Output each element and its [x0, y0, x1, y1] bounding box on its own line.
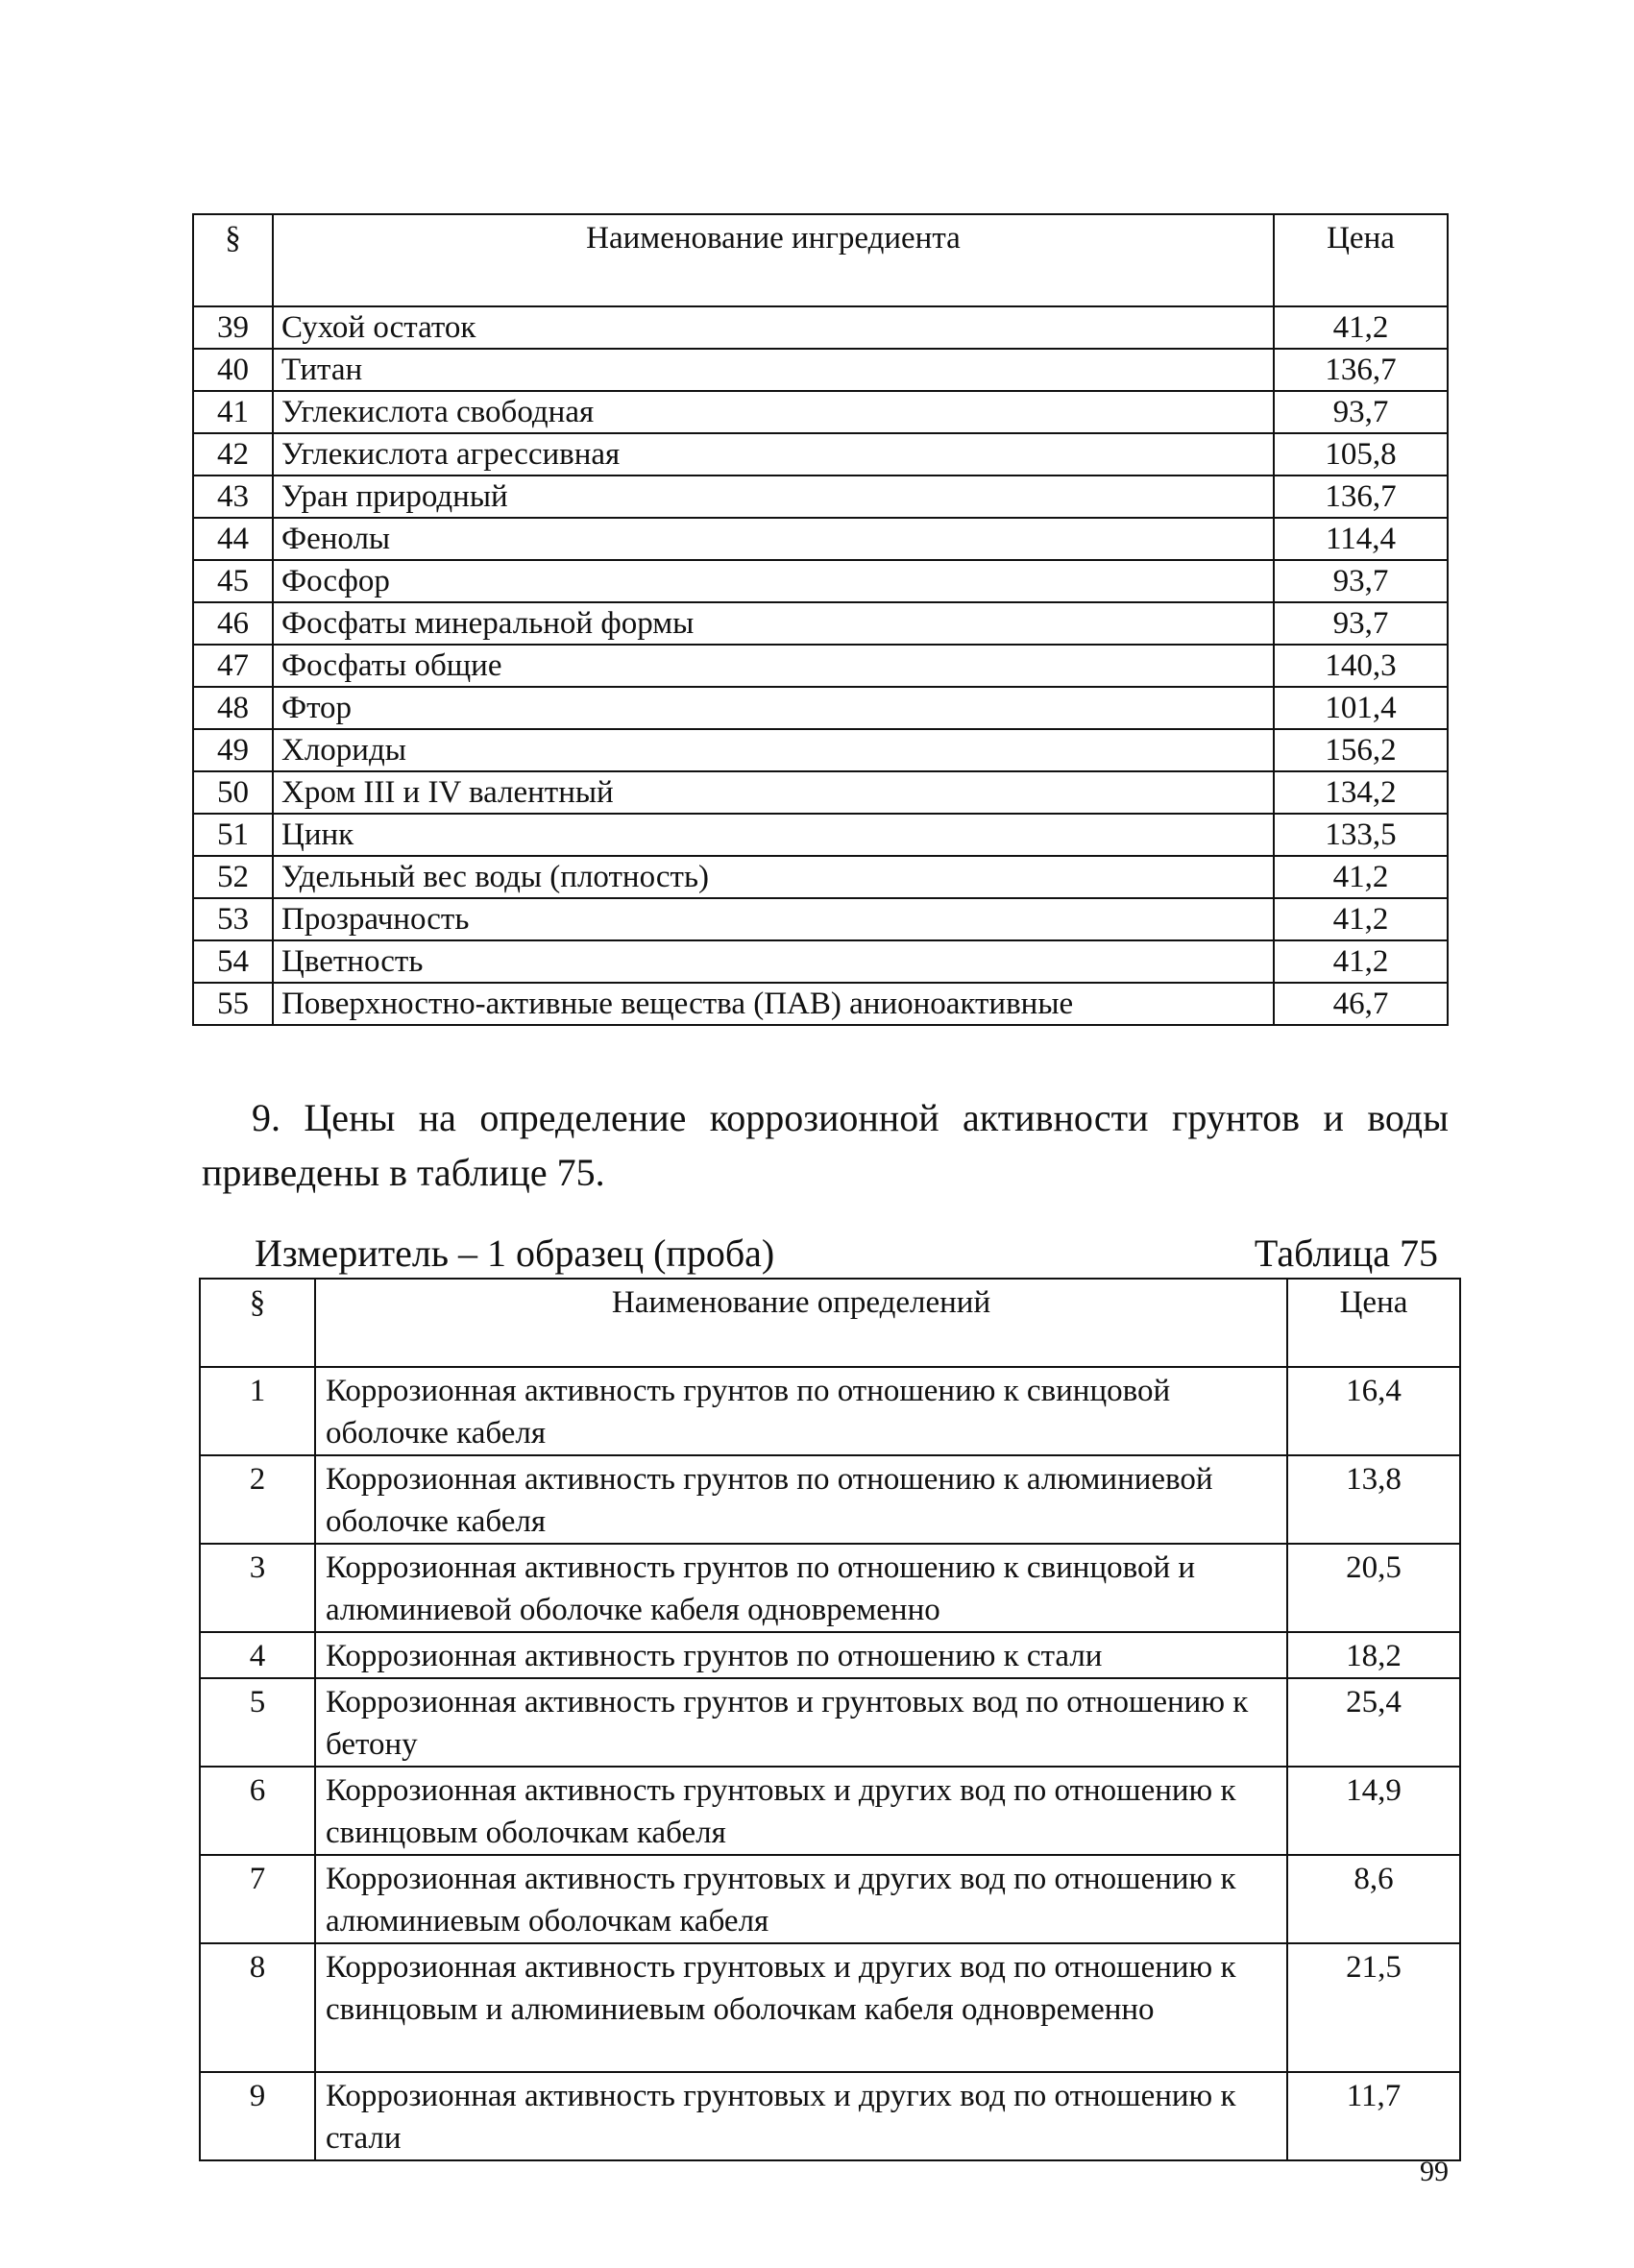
row-price: 93,7 [1274, 391, 1448, 433]
row-name: Уран природный [273, 476, 1274, 518]
row-name: Фтор [273, 687, 1274, 729]
row-name: Цветность [273, 940, 1274, 983]
table-row [200, 1855, 1460, 1943]
table-row [193, 856, 1448, 898]
row-name: Углекислота агрессивная [273, 433, 1274, 476]
table-row [200, 1767, 1460, 1855]
row-price: 140,3 [1274, 645, 1448, 687]
row-price: 41,2 [1274, 306, 1448, 349]
table-row [193, 306, 1448, 349]
row-name: Фосфаты общие [273, 645, 1274, 687]
row-number: 52 [193, 856, 273, 898]
row-name: Коррозионная активность грунтовых и других вод по отношению к свинцовым оболочкам кабеля [315, 1767, 1287, 1855]
row-name: Цинк [273, 814, 1274, 856]
table-row [200, 1455, 1460, 1544]
table-number-label: Таблица 75 [1254, 1232, 1438, 1275]
table-row [193, 476, 1448, 518]
table-row [193, 391, 1448, 433]
table-row [193, 687, 1448, 729]
table-row [193, 729, 1448, 771]
row-price: 114,4 [1274, 518, 1448, 560]
table-row [193, 645, 1448, 687]
row-name: Коррозионная активность грунтовых и других вод по отношению к свинцовым и алюминиевым оболочкам кабеля одновременно [315, 1943, 1287, 2072]
row-number: 5 [200, 1678, 315, 1767]
row-number: 50 [193, 771, 273, 814]
row-number: 53 [193, 898, 273, 940]
row-name: Фенолы [273, 518, 1274, 560]
row-price: 14,9 [1287, 1767, 1460, 1855]
table-row [200, 1943, 1460, 2072]
paragraph-text: 9. Цены на определение коррозионной активности грунтов и воды приведены в таблице 75. [202, 1096, 1449, 1194]
table-row [193, 940, 1448, 983]
row-name: Фосфаты минеральной формы [273, 602, 1274, 645]
row-price: 41,2 [1274, 940, 1448, 983]
row-price: 93,7 [1274, 602, 1448, 645]
row-number: 39 [193, 306, 273, 349]
row-price: 101,4 [1274, 687, 1448, 729]
row-number: 55 [193, 983, 273, 1025]
row-price: 20,5 [1287, 1544, 1460, 1632]
row-name: Коррозионная активность грунтов и грунтовых вод по отношению к бетону [315, 1678, 1287, 1767]
row-number: 49 [193, 729, 273, 771]
row-price: 21,5 [1287, 1943, 1460, 2072]
row-name: Удельный вес воды (плотность) [273, 856, 1274, 898]
row-name: Коррозионная активность грунтов по отношению к свинцовой оболочке кабеля [315, 1367, 1287, 1455]
row-number: 51 [193, 814, 273, 856]
table-row [193, 349, 1448, 391]
row-price: 156,2 [1274, 729, 1448, 771]
row-number: 46 [193, 602, 273, 645]
row-price: 134,2 [1274, 771, 1448, 814]
row-price: 11,7 [1287, 2072, 1460, 2160]
table-header-row [200, 1279, 1460, 1367]
row-name: Коррозионная активность грунтовых и других вод по отношению к алюминиевым оболочкам кабеля [315, 1855, 1287, 1943]
table-row [193, 771, 1448, 814]
row-name: Хром III и IV валентный [273, 771, 1274, 814]
row-number: 44 [193, 518, 273, 560]
table-row [193, 602, 1448, 645]
row-number: 43 [193, 476, 273, 518]
table-row [193, 433, 1448, 476]
row-price: 46,7 [1274, 983, 1448, 1025]
row-name: Фосфор [273, 560, 1274, 602]
row-number: 45 [193, 560, 273, 602]
row-number: 7 [200, 1855, 315, 1943]
row-number: 4 [200, 1632, 315, 1678]
row-number: 1 [200, 1367, 315, 1455]
row-number: 47 [193, 645, 273, 687]
row-name: Углекислота свободная [273, 391, 1274, 433]
row-name: Прозрачность [273, 898, 1274, 940]
row-name: Поверхностно-активные вещества (ПАВ) анионоактивные [273, 983, 1274, 1025]
row-name: Хлориды [273, 729, 1274, 771]
table-row [200, 1678, 1460, 1767]
row-price: 25,4 [1287, 1678, 1460, 1767]
row-number: 41 [193, 391, 273, 433]
table-row [193, 814, 1448, 856]
table-row [193, 898, 1448, 940]
row-name: Коррозионная активность грунтов по отношению к свинцовой и алюминиевой оболочке кабеля одновременно [315, 1544, 1287, 1632]
meter-label: Измеритель – 1 образец (проба) [255, 1232, 775, 1275]
corrosion-price-table [199, 1278, 1461, 2161]
row-name: Титан [273, 349, 1274, 391]
row-price: 136,7 [1274, 349, 1448, 391]
table-row [200, 2072, 1460, 2160]
row-price: 18,2 [1287, 1632, 1460, 1678]
table-row [193, 518, 1448, 560]
header-price: Цена [1287, 1279, 1460, 1367]
header-section: § [200, 1279, 315, 1367]
row-price: 105,8 [1274, 433, 1448, 476]
table-row [200, 1544, 1460, 1632]
header-name: Наименование определений [315, 1279, 1287, 1367]
row-price: 8,6 [1287, 1855, 1460, 1943]
row-price: 41,2 [1274, 898, 1448, 940]
ingredient-price-table [192, 213, 1449, 1026]
row-number: 8 [200, 1943, 315, 2072]
table-row [193, 560, 1448, 602]
row-number: 2 [200, 1455, 315, 1544]
row-name: Коррозионная активность грунтовых и других вод по отношению к стали [315, 2072, 1287, 2160]
row-name: Коррозионная активность грунтов по отношению к стали [315, 1632, 1287, 1678]
row-number: 9 [200, 2072, 315, 2160]
row-name: Коррозионная активность грунтов по отношению к алюминиевой оболочке кабеля [315, 1455, 1287, 1544]
row-number: 3 [200, 1544, 315, 1632]
row-price: 93,7 [1274, 560, 1448, 602]
header-price: Цена [1274, 214, 1448, 306]
table-row [200, 1632, 1460, 1678]
row-price: 41,2 [1274, 856, 1448, 898]
row-price: 13,8 [1287, 1455, 1460, 1544]
table-row [193, 983, 1448, 1025]
row-number: 48 [193, 687, 273, 729]
row-price: 136,7 [1274, 476, 1448, 518]
table-row [200, 1367, 1460, 1455]
row-number: 54 [193, 940, 273, 983]
header-name: Наименование ингредиента [273, 214, 1274, 306]
row-number: 42 [193, 433, 273, 476]
row-name: Сухой остаток [273, 306, 1274, 349]
table-header-row [193, 214, 1448, 306]
row-price: 16,4 [1287, 1367, 1460, 1455]
row-number: 6 [200, 1767, 315, 1855]
row-price: 133,5 [1274, 814, 1448, 856]
page-number: 99 [1420, 2156, 1449, 2187]
row-number: 40 [193, 349, 273, 391]
header-section: § [193, 214, 273, 306]
